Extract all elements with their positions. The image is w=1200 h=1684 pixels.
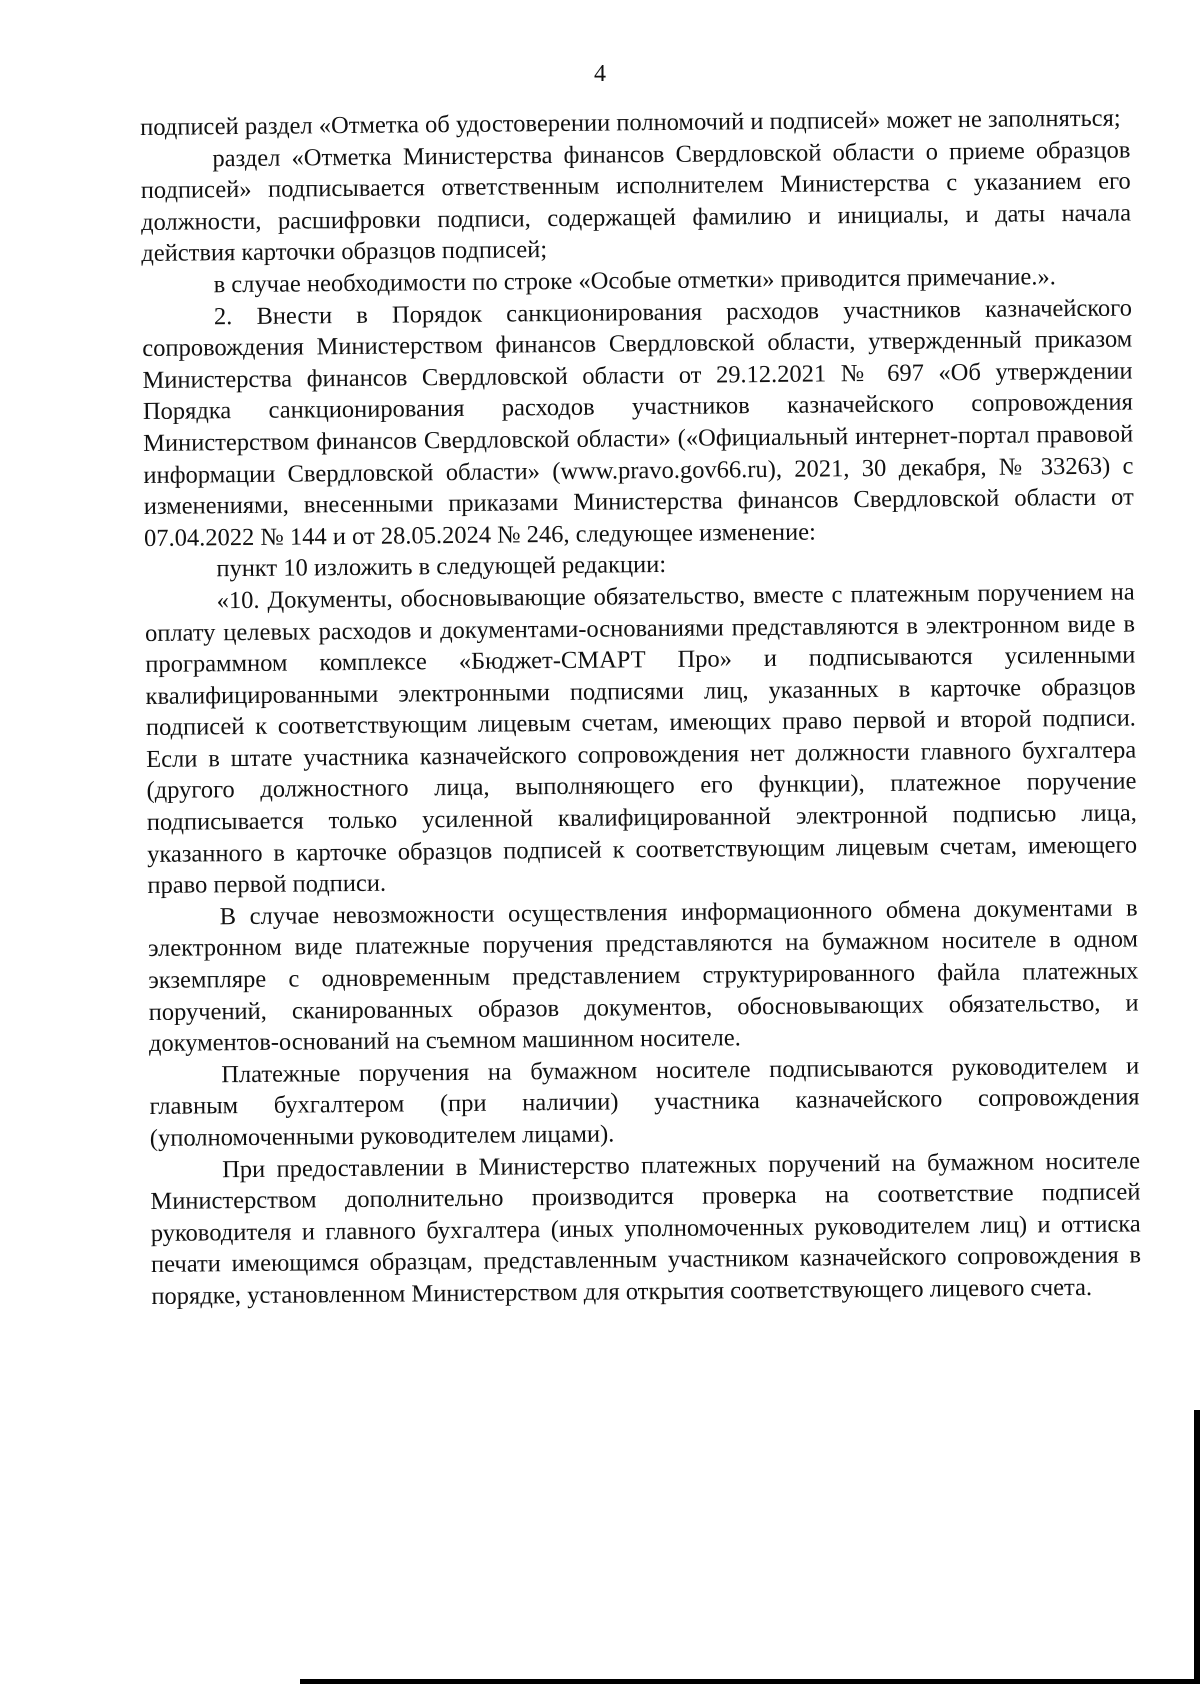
- scan-edge-bottom: [300, 1679, 1200, 1684]
- paragraph-1: подписей раздел «Отметка об удостоверении полномочий и подписей» может не заполняться;: [140, 104, 1121, 141]
- paragraph-6: «10. Документы, обосновывающие обязательство, вместе с платежным поручением на оплату целевых расходов и документами-основаниями представляются в электронном виде в программном комплексе «Бюджет-СМАРТ Про» и подписываются усиленными квалифицированными электронными подписями лиц, указанных в карточке образцов подписей к соответствующим лицевым счетам, имеющих право первой и второй подписи. Если в штате участника казначейского сопровождения нет должности главного бухгалтера (другого должностного лица, выполняющего его функции), платежное поручение подписывается только усиленной квалифицированной электронной подписью лица, указанного в карточке образцов подписей к соответствующим лицевым счетам, имеющего право первой подписи.: [144, 578, 1138, 900]
- paragraph-5: пункт 10 изложить в следующей редакции:: [216, 551, 667, 583]
- paragraph-7: В случае невозможности осуществления информационного обмена документами в электронном виде платежные поручения представляются на бумажном носителе в одном экземпляре с одновременным представлением структурированного файла платежных поручений, сканированных образов документов, обосновывающих обязательство, и документов-оснований на съемном машинном носителе.: [147, 894, 1139, 1058]
- page-number: 4: [594, 61, 606, 87]
- document-body: [140, 102, 1141, 1312]
- paragraph-9: При предоставлении в Министерство платежных поручений на бумажном носителе Министерством дополнительно производится проверка на соответствие подписей руководителя и главного бухгалтера (иных уполномоченных руководителем лиц) и оттиска печати имеющимся образцам, представленным участником казначейского сопровождения в порядке, установленном Министерством для открытия соответствующего лицевого счета.: [150, 1147, 1142, 1310]
- paragraph-8: Платежные поручения на бумажном носителе подписываются руководителем и главным бухгалтером (при наличии) участника казначейского сопровождения (уполномоченными руководителем лицами).: [149, 1052, 1140, 1152]
- paragraph-4: 2. Внести в Порядок санкционирования расходов участников казначейского сопровождения Министерством финансов Свердловской области, утвержденный приказом Министерства финансов Свердловской области от 29.12.2021 № 697 «Об утверждении Порядка санкционирования расходов участников казначейского сопровождения Министерством финансов Свердловской области» («Официальный интернет-портал правовой информации Свердловской области» (www.pravo.gov66.ru), 2021, 30 декабря, № 33263) с изменениями, внесенными приказами Министерства финансов Свердловской области от 07.04.2022 № 144 и от 28.05.2024 № 246, следующее изменение:: [142, 294, 1134, 552]
- paragraph-2: раздел «Отметка Министерства финансов Свердловской области о приеме образцов подписей» подписывается ответственным исполнителем Министерства с указанием его должности, расшифровки подписи, содержащей фамилию и инициалы, и даты начала действия карточки образцов подписей;: [140, 136, 1132, 268]
- paragraph-3: в случае необходимости по строке «Особые отметки» приводится примечание.».: [213, 263, 1056, 299]
- scan-edge-right: [1194, 1410, 1200, 1684]
